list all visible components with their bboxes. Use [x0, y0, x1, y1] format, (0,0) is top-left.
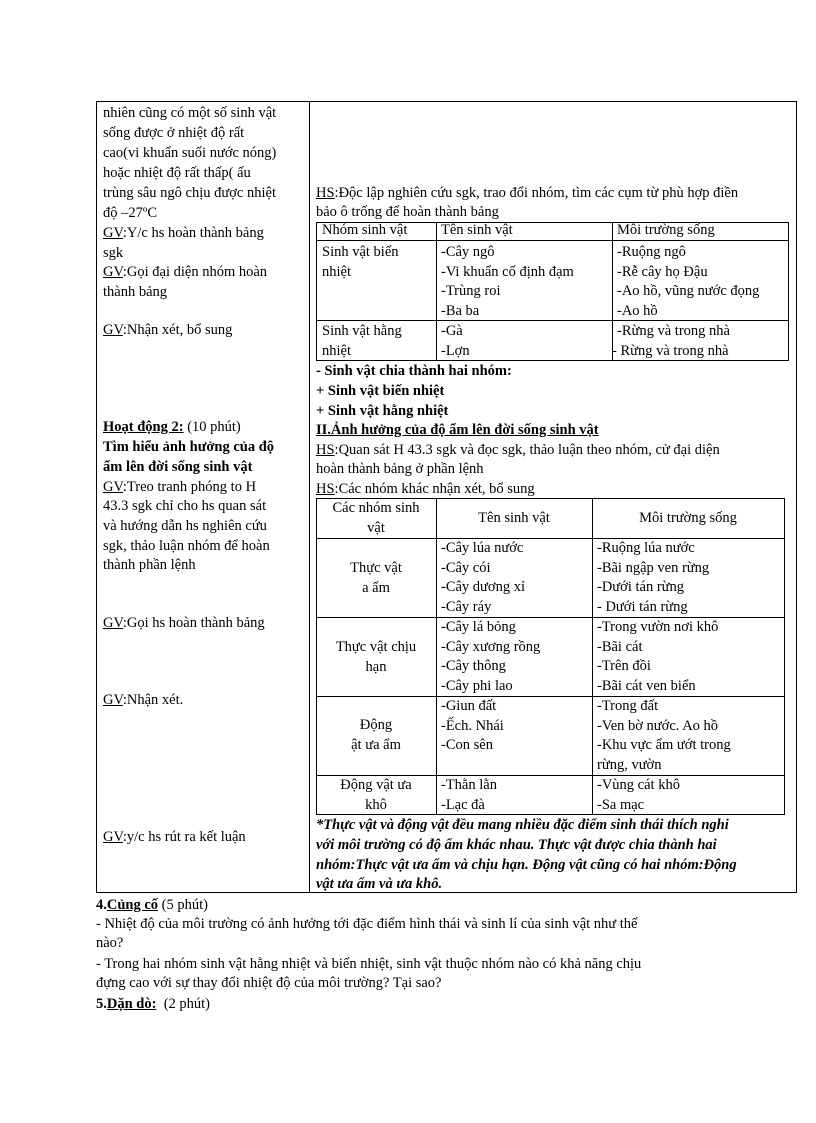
group-cell: [316, 716, 436, 755]
names-cell: [441, 539, 525, 617]
hs-text: :Độc lập nghiên cứu sgk, trao đổi nhóm, tìm các cụm từ phù hợp điền: [334, 185, 739, 201]
cell-line: -Ven bờ nước. Ao hồ: [597, 717, 719, 734]
cell-line: -Giun đất: [441, 698, 497, 714]
names-cell: [441, 322, 470, 361]
intro-line: cao(vi khuẩn suối nước nóng): [103, 145, 277, 161]
question-line: đựng cao với sự thay đổi nhiệt độ của môi trường? Tại sao?: [96, 975, 442, 991]
cell-line: -Ruộng ngô: [617, 244, 686, 260]
names-cell: [441, 776, 497, 815]
cell-line: a ẩm: [362, 579, 390, 596]
conclusion-line: với môi trường có độ ẩm khác nhau. Thực vật được chia thành hai: [316, 837, 717, 853]
section-number: 4.: [96, 897, 107, 913]
cell-line: -Ao hồ: [617, 302, 658, 319]
cell-line: -Thằn lằn: [441, 777, 497, 793]
cell-line: -Ao hồ, vũng nước đọng: [617, 283, 760, 299]
cell-line: rừng, vườn: [597, 756, 662, 773]
cell-line: Động: [359, 717, 393, 733]
gv-instruction: [103, 828, 246, 847]
hs-tag: HS: [316, 185, 335, 201]
gv-text: 43.3 sgk chỉ cho hs quan sát: [103, 498, 267, 514]
env-cell: [597, 776, 680, 815]
cell-line: -Con sên: [441, 737, 493, 753]
cell-line: -Bãi ngập ven rừng: [597, 559, 710, 576]
hs-instruction: [316, 441, 720, 460]
hs-text: :Quan sát H 43.3 sgk và đọc sgk, thảo luận theo nhóm, cử đại diện: [334, 442, 720, 458]
gv-text: :Gọi hs hoàn thành bảng: [122, 615, 265, 631]
conclusion-line: vật ưa ẩm và ưa khô.: [316, 876, 443, 892]
table-line: [592, 498, 593, 815]
activity-heading: [103, 418, 241, 437]
section-time: (2 phút): [156, 996, 210, 1012]
cell-line: -Bãi cát: [597, 638, 643, 655]
group-cell: [322, 322, 402, 361]
gv-text: :Nhận xét.: [122, 692, 184, 708]
gv-text: thành bảng: [103, 284, 168, 300]
gv-instruction: [103, 224, 264, 243]
intro-line: độ –27ºC: [103, 205, 158, 221]
section-title: Củng cố: [106, 897, 159, 913]
cell-line: Sinh vật biến: [322, 244, 399, 260]
question-line: nào?: [96, 935, 124, 951]
hs-tag: HS: [316, 481, 335, 497]
cell-line: -Ruộng lúa nước: [597, 540, 695, 556]
group-cell: [316, 638, 436, 677]
cell-line: -Vi khuẩn cố định đạm: [441, 263, 574, 280]
names-cell: [441, 697, 504, 756]
question-line: - Nhiệt độ của môi trường có ảnh hưởng tới đặc điểm hình thái và sinh lí của sinh vật như thế: [96, 916, 638, 932]
table-line: [316, 222, 317, 361]
hs-instruction: [316, 480, 535, 499]
gv-tag: GV: [103, 692, 123, 708]
cell-line: -Bãi cát ven biển: [597, 677, 696, 694]
intro-line: sống được ở nhiệt độ rất: [103, 125, 245, 141]
section-number: 5.: [96, 996, 107, 1012]
table-border-left: [96, 101, 97, 893]
table-header: Môi trường sống: [617, 222, 715, 238]
gv-instruction: [103, 263, 267, 282]
cell-line: -Khu vực ẩm ướt trong: [597, 737, 731, 753]
cell-line: -Gà: [441, 323, 463, 339]
summary-line: + Sinh vật hằng nhiệt: [316, 403, 449, 419]
table-line: [784, 498, 785, 815]
cell-line: -Cây ngô: [441, 244, 495, 260]
table-divider: [309, 101, 310, 893]
gv-instruction: [103, 321, 232, 340]
cell-line: Sinh vật hằng: [322, 323, 402, 339]
cell-line: ật ưa ẩm: [351, 736, 401, 753]
cell-line: vật: [367, 519, 385, 536]
section-title: II.Ảnh hưởng của độ ẩm lên đời sống sinh vật: [316, 422, 599, 438]
cell-line: nhiệt: [322, 263, 351, 280]
cell-line: Thực vật: [350, 560, 402, 576]
cell-line: -Trên đồi: [597, 658, 651, 674]
gv-text: :Gọi đại diện nhóm hoàn: [122, 264, 268, 280]
question-line: - Trong hai nhóm sinh vật hằng nhiệt và biến nhiệt, sinh vật thuộc nhóm nào có khả năng chịu: [96, 956, 642, 972]
table-header: Nhóm sinh vật: [322, 222, 408, 238]
section-time: (5 phút): [158, 897, 208, 913]
env-cell: [612, 322, 730, 361]
cell-line: -Vùng cát khô: [597, 777, 680, 793]
gv-tag: GV: [103, 264, 123, 280]
table-header: Tên sinh vật: [441, 222, 513, 238]
hs-text: hoàn thành bảng ở phần lệnh: [316, 461, 484, 477]
cell-line: -Ếch. Nhái: [441, 717, 504, 734]
gv-instruction: [103, 478, 256, 497]
hs-text: bảo ô trống để hoàn thành bảng: [316, 204, 499, 220]
env-cell: [617, 243, 759, 321]
env-cell: [597, 618, 718, 696]
cell-line: -Cây ráy: [441, 598, 492, 615]
gv-text: thành phần lệnh: [103, 557, 196, 573]
table-line: [436, 498, 437, 815]
activity-time: (10 phút): [183, 419, 241, 435]
section-heading: [96, 995, 210, 1014]
hs-instruction: [316, 184, 738, 203]
env-cell: [597, 539, 709, 617]
cell-line: -Ba ba: [441, 302, 480, 319]
names-cell: [441, 243, 574, 321]
intro-line: nhiên cũng có một số sinh vật: [103, 105, 277, 121]
gv-text: :Nhận xét, bổ sung: [122, 322, 233, 338]
gv-text: sgk: [103, 245, 124, 261]
conclusion-line: nhóm:Thực vật ưa ẩm và chịu hạn. Động vật cũng có hai nhóm:Động: [316, 857, 737, 873]
cell-line: -Lạc đà: [441, 796, 485, 813]
cell-line: -Lợn: [441, 342, 470, 359]
conclusion-line: *Thực vật và động vật đều mang nhiều đặc điểm sinh thái thích nghi: [316, 817, 729, 833]
cell-line: -Cây thông: [441, 658, 506, 674]
cell-line: nhiệt: [322, 342, 351, 359]
cell-line: -Rừng và trong nhà: [617, 323, 730, 339]
summary-line: + Sinh vật biến nhiệt: [316, 383, 445, 399]
intro-line: hoặc nhiệt độ rất thấp( ấu: [103, 165, 251, 181]
table-line: [436, 222, 437, 361]
cell-line: -Cây lá bỏng: [441, 619, 516, 635]
section-title: Dặn dò:: [106, 996, 157, 1012]
table-line: [788, 222, 789, 361]
gv-tag: GV: [103, 829, 123, 845]
cell-line: -Sa mạc: [597, 796, 645, 813]
cell-line: Động vật ưa: [340, 777, 412, 793]
group-cell: [316, 559, 436, 598]
cell-line: -Cây dương xỉ: [441, 579, 525, 595]
cell-line: Các nhóm sinh: [332, 500, 420, 516]
cell-line: -Cây xương rồng: [441, 638, 541, 655]
gv-tag: GV: [103, 479, 123, 495]
gv-tag: GV: [103, 615, 123, 631]
section-heading: [96, 896, 208, 915]
table-border-right: [796, 101, 797, 893]
gv-text: :y/c hs rút ra kết luận: [122, 829, 246, 845]
gv-text: :Y/c hs hoàn thành bảng: [122, 225, 264, 241]
names-cell: [441, 618, 540, 696]
gv-tag: GV: [103, 225, 123, 241]
intro-line: trùng sâu ngô chịu được nhiệt: [103, 185, 276, 201]
table-border-top: [96, 101, 796, 102]
group-cell: [322, 243, 399, 282]
hs-tag: HS: [316, 442, 335, 458]
cell-line: -Dưới tán rừng: [597, 579, 685, 595]
summary-line: - Sinh vật chia thành hai nhóm:: [316, 363, 512, 379]
cell-line: -Rễ cây họ Đậu: [617, 263, 708, 280]
cell-line: -Cây phi lao: [441, 677, 513, 694]
gv-text: sgk, thảo luận nhóm để hoàn: [103, 538, 270, 554]
activity-label: Hoạt động 2:: [103, 419, 184, 435]
cell-line: hạn: [365, 658, 387, 675]
hs-text: :Các nhóm khác nhận xét, bổ sung: [334, 481, 535, 497]
activity-title: Tìm hiểu ảnh hưởng của độ: [103, 439, 275, 455]
table-header: Môi trường sống: [639, 510, 737, 526]
gv-tag: GV: [103, 322, 123, 338]
cell-line: -Trùng roi: [441, 283, 501, 299]
cell-line: -Trong đất: [597, 698, 659, 714]
activity-title: ẩm lên đời sống sinh vật: [103, 459, 253, 475]
cell-line: - Rừng và trong nhà: [612, 342, 729, 359]
env-cell: [597, 697, 731, 775]
cell-line: -Cây lúa nước: [441, 540, 524, 556]
gv-text: :Treo tranh phóng to H: [122, 479, 257, 495]
table-header: Tên sinh vật: [478, 510, 550, 526]
cell-line: -Cây cói: [441, 559, 491, 576]
table-line: [316, 538, 784, 539]
cell-line: - Dưới tán rừng: [597, 598, 688, 615]
cell-line: -Trong vườn nơi khô: [597, 619, 719, 635]
gv-text: và hướng dẫn hs nghiên cứu: [103, 518, 267, 534]
table-header: [316, 499, 436, 538]
cell-line: khô: [365, 796, 387, 813]
gv-instruction: [103, 614, 265, 633]
table-border-bottom: [96, 892, 796, 893]
cell-line: Thực vật chịu: [335, 639, 417, 655]
group-cell: [316, 776, 436, 815]
gv-instruction: [103, 691, 183, 710]
